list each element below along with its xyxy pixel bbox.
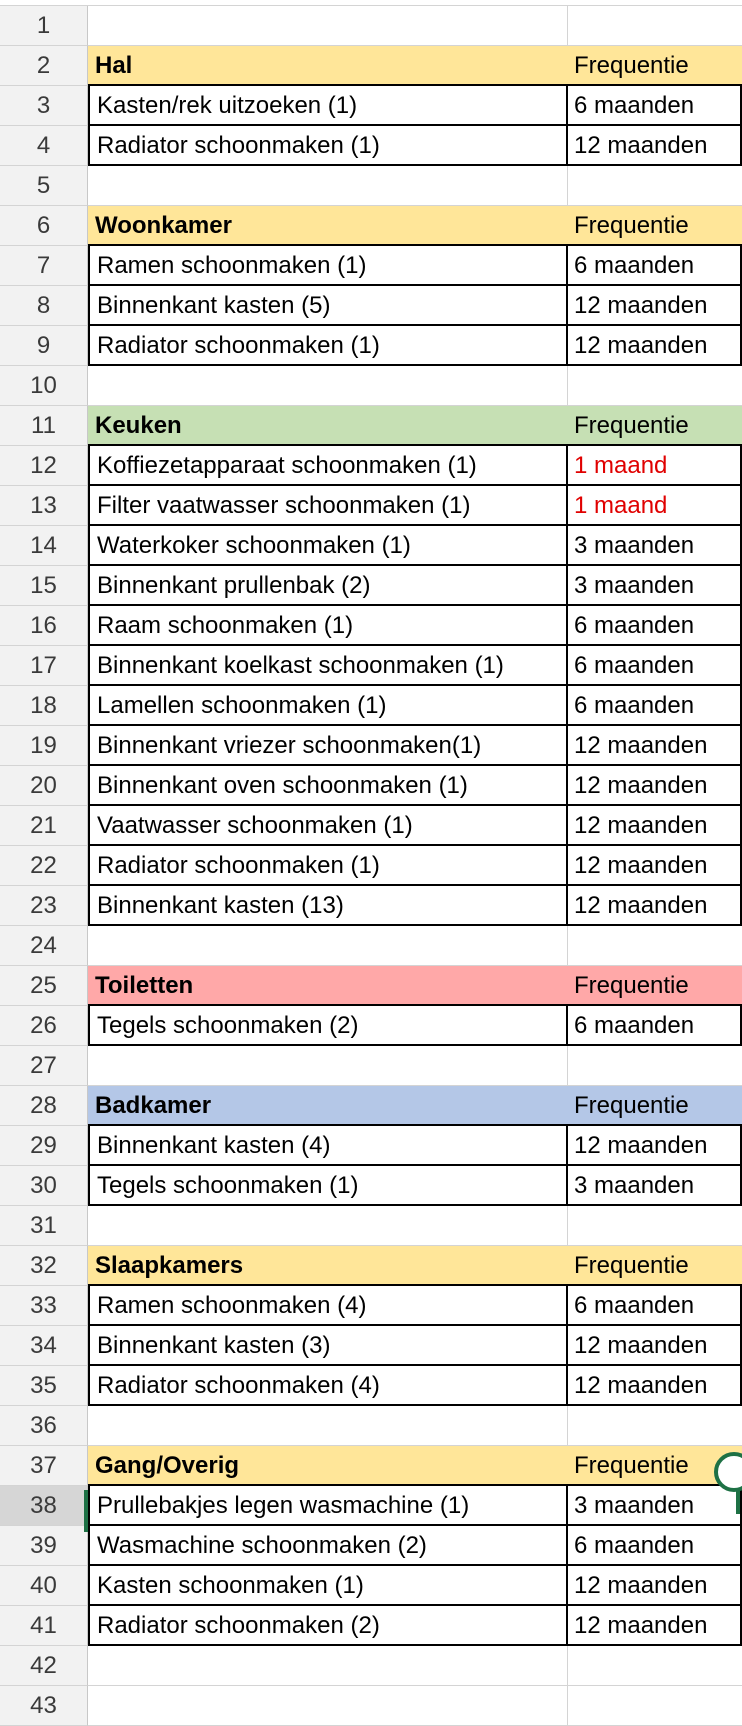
- frequency-cell[interactable]: 12 maanden: [568, 1606, 742, 1646]
- table-row: [0, 326, 742, 366]
- task-cell[interactable]: Binnenkant kasten (5): [88, 286, 568, 326]
- table-row: [0, 1566, 742, 1606]
- task-cell[interactable]: Binnenkant kasten (4): [88, 1126, 568, 1166]
- table-row: [0, 486, 742, 526]
- row-number[interactable]: 12: [0, 446, 88, 486]
- row-number[interactable]: 14: [0, 526, 88, 566]
- row-number[interactable]: 20: [0, 766, 88, 806]
- table-row: [0, 1526, 742, 1566]
- row-number[interactable]: 35: [0, 1366, 88, 1406]
- row-number[interactable]: 41: [0, 1606, 88, 1646]
- task-cell[interactable]: Binnenkant prullenbak (2): [88, 566, 568, 606]
- task-cell[interactable]: Radiator schoonmaken (4): [88, 1366, 568, 1406]
- task-cell[interactable]: [88, 1406, 568, 1446]
- row-number[interactable]: 38: [0, 1486, 88, 1526]
- table-row: [0, 846, 742, 886]
- row-number[interactable]: 2: [0, 46, 88, 86]
- section-header-row: [0, 1086, 742, 1126]
- table-row: [0, 1006, 742, 1046]
- table-row: [0, 806, 742, 846]
- row-number[interactable]: 6: [0, 206, 88, 246]
- frequency-cell[interactable]: [568, 926, 742, 966]
- section-title-cell[interactable]: Hal: [88, 46, 568, 86]
- row-number[interactable]: 28: [0, 1086, 88, 1126]
- task-cell[interactable]: Tegels schoonmaken (1): [88, 1166, 568, 1206]
- row-number[interactable]: 26: [0, 1006, 88, 1046]
- selection-border-left: [84, 1490, 88, 1532]
- frequency-cell[interactable]: 12 maanden: [568, 846, 742, 886]
- task-cell[interactable]: Radiator schoonmaken (2): [88, 1606, 568, 1646]
- row-number[interactable]: 22: [0, 846, 88, 886]
- row-number[interactable]: 19: [0, 726, 88, 766]
- task-cell[interactable]: [88, 1686, 568, 1726]
- section-title-cell[interactable]: Keuken: [88, 406, 568, 446]
- row-number[interactable]: 34: [0, 1326, 88, 1366]
- frequency-cell[interactable]: 6 maanden: [568, 86, 742, 126]
- section-title-cell[interactable]: Slaapkamers: [88, 1246, 568, 1286]
- frequency-cell[interactable]: 12 maanden: [568, 126, 742, 166]
- frequency-cell[interactable]: 6 maanden: [568, 646, 742, 686]
- task-cell[interactable]: Wasmachine schoonmaken (2): [88, 1526, 568, 1566]
- row-number[interactable]: 21: [0, 806, 88, 846]
- row-number[interactable]: 11: [0, 406, 88, 446]
- table-row: [0, 1326, 742, 1366]
- frequency-cell[interactable]: 12 maanden: [568, 1126, 742, 1166]
- frequency-cell[interactable]: [568, 1646, 742, 1686]
- task-cell[interactable]: Binnenkant kasten (3): [88, 1326, 568, 1366]
- task-cell[interactable]: Radiator schoonmaken (1): [88, 326, 568, 366]
- table-row: [0, 686, 742, 726]
- section-header-row: [0, 1246, 742, 1286]
- frequency-cell[interactable]: 12 maanden: [568, 1366, 742, 1406]
- section-header-row: [0, 1446, 742, 1486]
- section-title-cell[interactable]: Woonkamer: [88, 206, 568, 246]
- table-row: [0, 246, 742, 286]
- task-cell[interactable]: Ramen schoonmaken (1): [88, 246, 568, 286]
- frequency-cell[interactable]: 6 maanden: [568, 606, 742, 646]
- row-number[interactable]: 7: [0, 246, 88, 286]
- task-cell[interactable]: Prullebakjes legen wasmachine (1): [88, 1486, 568, 1526]
- frequency-cell[interactable]: [568, 1406, 742, 1446]
- frequency-cell[interactable]: 12 maanden: [568, 1326, 742, 1366]
- row-number[interactable]: 4: [0, 126, 88, 166]
- table-row: [0, 446, 742, 486]
- frequency-header-cell[interactable]: Frequentie: [568, 206, 742, 246]
- frequency-cell[interactable]: 6 maanden: [568, 1526, 742, 1566]
- section-title-cell[interactable]: Badkamer: [88, 1086, 568, 1126]
- task-cell[interactable]: Radiator schoonmaken (1): [88, 846, 568, 886]
- row-number[interactable]: 27: [0, 1046, 88, 1086]
- table-row: [0, 1486, 742, 1526]
- task-cell[interactable]: Binnenkant oven schoonmaken (1): [88, 766, 568, 806]
- table-row: [0, 1286, 742, 1326]
- frequency-cell[interactable]: [568, 366, 742, 406]
- empty-row: [0, 926, 742, 966]
- task-cell[interactable]: Binnenkant koelkast schoonmaken (1): [88, 646, 568, 686]
- section-header-row: [0, 46, 742, 86]
- task-cell[interactable]: Lamellen schoonmaken (1): [88, 686, 568, 726]
- task-cell[interactable]: Binnenkant kasten (13): [88, 886, 568, 926]
- task-cell[interactable]: Filter vaatwasser schoonmaken (1): [88, 486, 568, 526]
- task-cell[interactable]: Koffiezetapparaat schoonmaken (1): [88, 446, 568, 486]
- frequency-cell[interactable]: 12 maanden: [568, 766, 742, 806]
- row-number[interactable]: 18: [0, 686, 88, 726]
- row-number[interactable]: 15: [0, 566, 88, 606]
- frequency-cell[interactable]: 6 maanden: [568, 1286, 742, 1326]
- empty-row: [0, 6, 742, 46]
- selection-border-right: [736, 1490, 740, 1514]
- frequency-cell[interactable]: 6 maanden: [568, 1006, 742, 1046]
- frequency-cell[interactable]: 6 maanden: [568, 686, 742, 726]
- row-number[interactable]: 43: [0, 1686, 88, 1726]
- frequency-cell[interactable]: [568, 1206, 742, 1246]
- row-number[interactable]: 29: [0, 1126, 88, 1166]
- frequency-cell[interactable]: 12 maanden: [568, 1566, 742, 1606]
- section-title-cell[interactable]: Gang/Overig: [88, 1446, 568, 1486]
- frequency-cell[interactable]: 12 maanden: [568, 726, 742, 766]
- frequency-cell[interactable]: [568, 166, 742, 206]
- frequency-cell[interactable]: [568, 1046, 742, 1086]
- row-number[interactable]: 3: [0, 86, 88, 126]
- frequency-cell[interactable]: 1 maand: [568, 446, 742, 486]
- frequency-cell[interactable]: 12 maanden: [568, 286, 742, 326]
- task-cell[interactable]: [88, 166, 568, 206]
- row-number[interactable]: 31: [0, 1206, 88, 1246]
- frequency-cell[interactable]: 1 maand: [568, 486, 742, 526]
- table-row: [0, 86, 742, 126]
- frequency-cell[interactable]: 3 maanden: [568, 1486, 742, 1526]
- row-number[interactable]: 16: [0, 606, 88, 646]
- row-number[interactable]: 17: [0, 646, 88, 686]
- task-cell[interactable]: Waterkoker schoonmaken (1): [88, 526, 568, 566]
- table-row: [0, 526, 742, 566]
- row-number[interactable]: 1: [0, 6, 88, 46]
- frequency-cell[interactable]: 3 maanden: [568, 526, 742, 566]
- section-header-row: [0, 966, 742, 1006]
- row-number[interactable]: 10: [0, 366, 88, 406]
- task-cell[interactable]: [88, 366, 568, 406]
- row-number[interactable]: 25: [0, 966, 88, 1006]
- task-cell[interactable]: Kasten schoonmaken (1): [88, 1566, 568, 1606]
- empty-row: [0, 1686, 742, 1726]
- empty-row: [0, 166, 742, 206]
- table-row: [0, 1126, 742, 1166]
- frequency-cell[interactable]: 6 maanden: [568, 246, 742, 286]
- empty-row: [0, 1406, 742, 1446]
- frequency-cell[interactable]: [568, 6, 742, 46]
- frequency-cell[interactable]: 12 maanden: [568, 806, 742, 846]
- table-row: [0, 566, 742, 606]
- table-row: [0, 1166, 742, 1206]
- frequency-header-cell[interactable]: Frequentie: [568, 1086, 742, 1126]
- task-cell[interactable]: [88, 926, 568, 966]
- table-row: [0, 126, 742, 166]
- table-row: [0, 886, 742, 926]
- frequency-cell[interactable]: 3 maanden: [568, 566, 742, 606]
- task-cell[interactable]: [88, 6, 568, 46]
- frequency-cell[interactable]: 3 maanden: [568, 1166, 742, 1206]
- empty-row: [0, 366, 742, 406]
- section-title-cell[interactable]: Toiletten: [88, 966, 568, 1006]
- empty-row: [0, 1646, 742, 1686]
- task-cell[interactable]: Binnenkant vriezer schoonmaken(1): [88, 726, 568, 766]
- frequency-cell[interactable]: 12 maanden: [568, 886, 742, 926]
- table-row: [0, 726, 742, 766]
- frequency-header-cell[interactable]: Frequentie: [568, 406, 742, 446]
- row-number[interactable]: 5: [0, 166, 88, 206]
- task-cell[interactable]: [88, 1046, 568, 1086]
- table-row: [0, 1606, 742, 1646]
- task-cell[interactable]: Ramen schoonmaken (4): [88, 1286, 568, 1326]
- frequency-cell[interactable]: [568, 1686, 742, 1726]
- frequency-header-cell[interactable]: Frequentie: [568, 966, 742, 1006]
- task-cell[interactable]: Radiator schoonmaken (1): [88, 126, 568, 166]
- row-number[interactable]: 37: [0, 1446, 88, 1486]
- row-number[interactable]: 32: [0, 1246, 88, 1286]
- frequency-header-cell[interactable]: Frequentie: [568, 1246, 742, 1286]
- task-cell[interactable]: Vaatwasser schoonmaken (1): [88, 806, 568, 846]
- task-cell[interactable]: [88, 1206, 568, 1246]
- table-row: [0, 1366, 742, 1406]
- row-number[interactable]: 40: [0, 1566, 88, 1606]
- section-header-row: [0, 206, 742, 246]
- task-cell[interactable]: Kasten/rek uitzoeken (1): [88, 86, 568, 126]
- table-row: [0, 766, 742, 806]
- empty-row: [0, 1206, 742, 1246]
- row-number[interactable]: 36: [0, 1406, 88, 1446]
- row-number[interactable]: 39: [0, 1526, 88, 1566]
- table-row: [0, 646, 742, 686]
- row-number[interactable]: 9: [0, 326, 88, 366]
- table-row: [0, 286, 742, 326]
- frequency-header-cell[interactable]: Frequentie: [568, 46, 742, 86]
- table-row: [0, 606, 742, 646]
- task-cell[interactable]: [88, 1646, 568, 1686]
- empty-row: [0, 1046, 742, 1086]
- task-cell[interactable]: Raam schoonmaken (1): [88, 606, 568, 646]
- row-number[interactable]: 23: [0, 886, 88, 926]
- frequency-cell[interactable]: 12 maanden: [568, 326, 742, 366]
- row-number[interactable]: 33: [0, 1286, 88, 1326]
- row-number[interactable]: 24: [0, 926, 88, 966]
- frequency-header-cell[interactable]: Frequentie: [568, 1446, 742, 1486]
- row-number[interactable]: 30: [0, 1166, 88, 1206]
- row-number[interactable]: 13: [0, 486, 88, 526]
- section-header-row: [0, 406, 742, 446]
- row-number[interactable]: 8: [0, 286, 88, 326]
- row-number[interactable]: 42: [0, 1646, 88, 1686]
- task-cell[interactable]: Tegels schoonmaken (2): [88, 1006, 568, 1046]
